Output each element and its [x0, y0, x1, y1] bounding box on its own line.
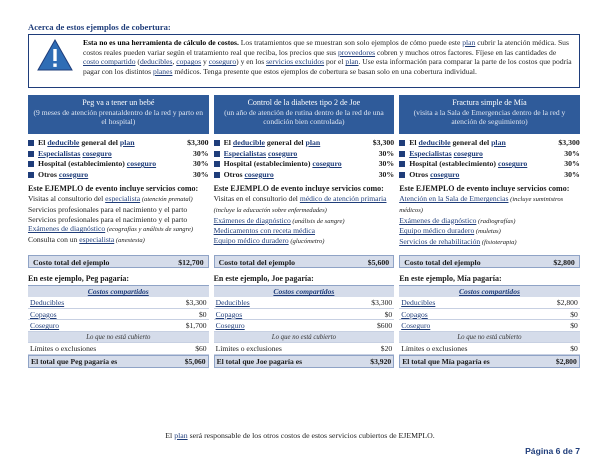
cost-share-label: [224, 138, 365, 149]
cost-row-value: $1,700: [185, 321, 207, 331]
example-title: Peg va a tener un bebé: [82, 98, 155, 107]
section-title: Acerca de estos ejemplos de cobertura:: [28, 22, 171, 32]
cost-share-text: Hospital (establecimiento): [223, 159, 313, 169]
cost-share-value: 30%: [378, 159, 395, 169]
service-note: (radiografías): [476, 217, 516, 225]
glossary-link[interactable]: coseguro: [453, 148, 483, 158]
cost-share-value: $3,300: [372, 138, 395, 147]
service-note: (ecografías y análisis de sangre): [105, 226, 194, 234]
bullet-square-icon: [28, 172, 34, 178]
final-total-label: El total que Mía pagaría es: [402, 356, 490, 366]
glossary-link[interactable]: plan: [345, 57, 359, 67]
glossary-link[interactable]: especialista: [105, 194, 141, 204]
total-cost-bar: [214, 255, 395, 268]
coverage-examples: [28, 95, 580, 368]
pay-title: En este ejemplo, Peg pagaría:: [28, 274, 130, 284]
cost-row: [399, 320, 580, 332]
final-total-value: $5,060: [184, 356, 206, 366]
bullet-square-icon: [214, 172, 220, 178]
service-text: Servicios profesionales para el nacimiento y el parto: [28, 205, 188, 215]
service-note: (muletas): [474, 228, 501, 236]
service-note: (incluye suministros médicos): [399, 196, 564, 215]
cost-share-row: [214, 170, 395, 181]
limits-label: Límites o exclusiones: [215, 344, 282, 354]
bullet-square-icon: [28, 151, 34, 157]
glossary-link[interactable]: coseguro: [312, 159, 342, 169]
included-service: [399, 237, 580, 248]
glossary-link[interactable]: coseguro: [126, 159, 157, 169]
cost-share-row: [28, 149, 209, 160]
cost-share-text: general del: [264, 138, 306, 147]
cost-share-label: [409, 159, 550, 170]
limits-label: Límites o exclusiones: [30, 344, 97, 354]
cost-share-label: [38, 170, 179, 181]
cost-share-row: [28, 159, 209, 170]
pay-title: En este ejemplo, Mía pagaría:: [399, 274, 502, 284]
cost-share-value: 30%: [378, 148, 395, 158]
total-cost-value: $5,600: [367, 258, 390, 268]
glossary-link[interactable]: Medicamentos con receta médica: [213, 226, 316, 236]
cost-row: [214, 297, 395, 309]
cost-share-text: El: [38, 138, 48, 147]
service-note: (glucómetro): [288, 238, 325, 246]
cost-share-text: El: [223, 138, 233, 147]
glossary-link[interactable]: copagos: [176, 57, 202, 67]
bullet-square-icon: [399, 151, 405, 157]
warning-triangle-icon: [29, 35, 81, 87]
cost-share-text: Hospital (establecimiento): [409, 159, 498, 169]
cost-share-text: Hospital (establecimiento): [38, 159, 127, 169]
cost-share-row: [399, 170, 580, 181]
example-title: Control de la diabetes tipo 2 de Joe: [247, 98, 361, 107]
cost-share-text: El: [409, 138, 419, 147]
cost-share-value: $3,300: [558, 138, 580, 147]
cost-row-value: $3,300: [185, 298, 207, 308]
glossary-link[interactable]: plan: [174, 431, 188, 440]
limits-row: [28, 343, 209, 355]
bullet-square-icon: [399, 172, 405, 178]
glossary-link[interactable]: Especialistas: [409, 148, 452, 158]
final-total-row: [28, 355, 209, 368]
glossary-link[interactable]: coseguro: [268, 148, 298, 158]
not-covered-header: Lo que no está cubierto: [214, 332, 395, 344]
total-cost-label: Costo total del ejemplo: [218, 258, 296, 268]
bullet-square-icon: [214, 151, 220, 157]
cost-share-row: [28, 170, 209, 181]
glossary-link[interactable]: deducible: [418, 138, 451, 147]
cost-share-row: [399, 149, 580, 160]
cost-share-text: Otros: [223, 169, 245, 179]
included-service: [28, 235, 209, 246]
cost-share-label: [409, 170, 550, 181]
final-total-label: El total que Peg pagaría es: [31, 356, 118, 366]
example-subtitle: (visita a la Sala de Emergencias dentro de la red y atención de seguimiento): [413, 107, 566, 127]
included-service: [28, 224, 209, 235]
bullet-square-icon: [28, 140, 34, 146]
glossary-link[interactable]: Deducibles: [30, 298, 65, 308]
glossary-link[interactable]: especialista: [79, 235, 115, 245]
footer-note: El plan será responsable de los otros costos de estos servicios cubiertos de EJEMPLO.: [165, 431, 435, 440]
includes-title: Este EJEMPLO de evento incluye servicios como:: [399, 184, 570, 194]
glossary-link[interactable]: Deducibles: [215, 298, 250, 308]
limits-label: Límites o exclusiones: [401, 344, 468, 354]
glossary-link[interactable]: plan: [119, 138, 135, 147]
glossary-link[interactable]: Exámenes de diagnóstico: [28, 224, 106, 234]
total-cost-label: Costo total del ejemplo: [33, 258, 110, 268]
service-text: Servicios profesionales para el nacimiento y el parto: [28, 214, 188, 224]
example-header: [214, 95, 395, 134]
included-service: [214, 236, 395, 247]
glossary-link[interactable]: deducible: [47, 138, 80, 147]
cost-share-value: 30%: [564, 148, 580, 158]
cost-table: [28, 285, 209, 368]
cost-row-value: $0: [384, 309, 393, 319]
example-header: [28, 95, 209, 134]
includes-title: Este EJEMPLO de evento incluye servicios como:: [28, 184, 199, 194]
included-service: [399, 226, 580, 237]
glossary-link[interactable]: coseguro: [208, 57, 237, 67]
coverage-example-column: [28, 95, 209, 368]
cost-share-label: [409, 138, 550, 149]
service-text: Visitas al consultorio del: [28, 194, 106, 204]
total-cost-value: $2,800: [553, 258, 575, 268]
included-service: [214, 216, 395, 227]
cost-sharing-header: Costos compartidos: [214, 286, 395, 297]
glossary-link[interactable]: Equipo médico duradero: [213, 236, 289, 246]
cost-share-value: 30%: [193, 159, 209, 169]
cost-share-value: 30%: [564, 169, 580, 179]
glossary-link[interactable]: proveedores: [337, 47, 376, 57]
included-service: [28, 205, 209, 215]
cost-sharing-summary: [214, 138, 395, 180]
glossary-link[interactable]: coseguro: [244, 169, 274, 179]
glossary-link[interactable]: deducibles: [139, 57, 173, 67]
limits-value: $20: [380, 344, 393, 354]
glossary-link[interactable]: coseguro: [82, 148, 112, 158]
cost-row-value: $2,800: [556, 298, 578, 308]
cost-share-value: 30%: [193, 169, 209, 179]
total-cost-label: Costo total del ejemplo: [404, 258, 481, 268]
total-cost-value: $12,700: [178, 258, 204, 268]
cost-share-row: [214, 138, 395, 149]
glossary-link[interactable]: coseguro: [497, 159, 528, 169]
pay-title: En este ejemplo, Joe pagaría:: [213, 274, 314, 284]
not-covered-header: Lo que no está cubierto: [399, 332, 580, 344]
glossary-link[interactable]: Copagos: [30, 309, 57, 319]
includes-list: [399, 194, 580, 254]
glossary-link[interactable]: Exámenes de diagnóstico: [213, 215, 291, 225]
limits-value: $60: [195, 344, 207, 354]
includes-list: [214, 194, 395, 254]
cost-share-text: Otros: [409, 169, 431, 179]
glossary-link[interactable]: plan: [462, 38, 476, 47]
cost-share-label: [409, 149, 550, 160]
service-note: (incluye la educación sobre enfermedades): [213, 207, 327, 215]
glossary-link[interactable]: médico de atención primaria: [299, 194, 387, 204]
coverage-example-column: [399, 95, 580, 368]
service-text: Consulta con un: [28, 235, 80, 245]
cost-share-row: [399, 159, 580, 170]
disclaimer-box: [28, 34, 580, 88]
included-service: [214, 194, 395, 215]
cost-share-text: Otros: [38, 169, 59, 179]
service-text: Visitas en el consultorio del: [213, 194, 300, 204]
cost-share-row: [399, 138, 580, 149]
final-total-value: $2,800: [555, 356, 577, 366]
cost-share-label: [224, 170, 365, 181]
cost-table: [399, 285, 580, 368]
bullet-square-icon: [214, 140, 220, 146]
cost-row-value: $3,300: [371, 298, 393, 308]
cost-row-value: $0: [570, 321, 578, 331]
cost-share-label: [38, 149, 179, 160]
glossary-link[interactable]: deducible: [232, 138, 265, 147]
cost-sharing-header: Costos compartidos: [28, 286, 209, 297]
example-header: [399, 95, 580, 134]
glossary-link[interactable]: plan: [305, 138, 321, 147]
cost-share-text: general del: [450, 138, 492, 147]
final-total-label: El total que Joe pagaría es: [216, 356, 303, 366]
limits-row: [399, 343, 580, 355]
bullet-square-icon: [28, 161, 34, 167]
disclaimer-text: Esta no es una herramienta de cálculo de costos. Los tratamientos que se muestran son solo ejemplos de cómo puede este plan cubrir la atención médica. Sus costos reales pueden variar según el tratamiento real que reciba, los precios que sus proveedores cobren y muchos otros factores. Fíjese en las cantidades de costo compartido (deducibles, copagos y coseguro) y en los servicios excluidos por el plan. Use esta información para comparar la parte de los costos que podría pagar con los distintos planes médicos. Tenga presente que estos ejemplos de cobertura se basan solo en una cobertura individual.: [83, 38, 572, 76]
glossary-link[interactable]: Especialistas: [223, 148, 267, 158]
example-subtitle: (9 meses de atención prenataldentro de la red y parto en el hospital): [33, 107, 204, 127]
service-note: (atención prenatal): [140, 196, 193, 204]
included-service: [28, 215, 209, 225]
cost-row: [399, 309, 580, 321]
glossary-link[interactable]: Coseguro: [401, 321, 431, 331]
total-cost-bar: [28, 255, 209, 268]
glossary-link[interactable]: Copagos: [215, 309, 243, 319]
included-service: [28, 194, 209, 205]
example-title: Fractura simple de Mía: [452, 98, 527, 107]
example-subtitle: (un año de atención de rutina dentro de la red de una condición bien controlada): [224, 107, 384, 127]
glossary-link[interactable]: planes: [153, 66, 173, 76]
cost-sharing-header: Costos compartidos: [399, 286, 580, 297]
cost-row: [214, 309, 395, 321]
limits-row: [214, 343, 395, 355]
glossary-link[interactable]: Exámenes de diagnóstico: [399, 215, 477, 225]
included-service: [399, 194, 580, 215]
service-note: (anestesia): [114, 237, 145, 245]
included-service: [214, 226, 395, 236]
cost-share-label: [38, 159, 179, 170]
service-note: (fisioterapia): [480, 239, 517, 247]
glossary-link[interactable]: Atención en la Sala de Emergencias: [399, 194, 509, 204]
final-total-value: $3,920: [370, 356, 392, 366]
cost-row-value: $0: [199, 309, 207, 319]
not-covered-header: Lo que no está cubierto: [28, 332, 209, 344]
final-total-row: [399, 355, 580, 368]
cost-share-value: $3,300: [187, 138, 209, 147]
cost-table: [214, 285, 395, 368]
glossary-link[interactable]: Especialistas: [38, 148, 81, 158]
glossary-link[interactable]: Coseguro: [30, 321, 60, 331]
cost-share-label: [38, 138, 179, 149]
glossary-link[interactable]: Equipo médico duradero: [399, 226, 475, 236]
cost-row: [28, 309, 209, 321]
cost-share-row: [214, 149, 395, 160]
included-service: [399, 216, 580, 227]
cost-row-value: $600: [377, 321, 393, 331]
glossary-link[interactable]: Servicios de rehabilitación: [399, 237, 481, 247]
limits-value: $0: [570, 344, 578, 354]
bullet-square-icon: [399, 161, 405, 167]
service-note: (análisis de sangre): [290, 217, 345, 225]
total-cost-bar: [399, 255, 580, 268]
includes-title: Este EJEMPLO de evento incluye servicios como:: [213, 184, 384, 194]
cost-share-value: 30%: [193, 148, 209, 158]
cost-share-label: [224, 149, 365, 160]
cost-share-value: 30%: [564, 159, 580, 169]
glossary-link[interactable]: Copagos: [401, 309, 428, 319]
cost-row: [28, 320, 209, 332]
cost-share-text: general del: [79, 138, 120, 147]
bullet-square-icon: [399, 140, 405, 146]
glossary-link[interactable]: servicios excluidos: [266, 57, 325, 67]
cost-row: [28, 297, 209, 309]
cost-share-value: 30%: [378, 169, 395, 179]
cost-sharing-summary: [28, 138, 209, 180]
cost-share-label: [224, 159, 365, 170]
cost-row: [214, 320, 395, 332]
glossary-link[interactable]: Coseguro: [215, 321, 245, 331]
cost-row-value: $0: [570, 309, 578, 319]
coverage-example-column: [214, 95, 395, 368]
cost-share-row: [28, 138, 209, 149]
glossary-link[interactable]: plan: [491, 138, 506, 147]
final-total-row: [214, 355, 395, 368]
bullet-square-icon: [214, 161, 220, 167]
glossary-link[interactable]: coseguro: [58, 169, 89, 179]
glossary-link[interactable]: coseguro: [430, 169, 460, 179]
cost-sharing-summary: [399, 138, 580, 180]
cost-share-row: [214, 159, 395, 170]
cost-row: [399, 297, 580, 309]
glossary-link[interactable]: costo compartido: [83, 57, 136, 67]
page-number: Página 6 de 7: [525, 446, 580, 456]
glossary-link[interactable]: Deducibles: [401, 298, 436, 308]
includes-list: [28, 194, 209, 254]
